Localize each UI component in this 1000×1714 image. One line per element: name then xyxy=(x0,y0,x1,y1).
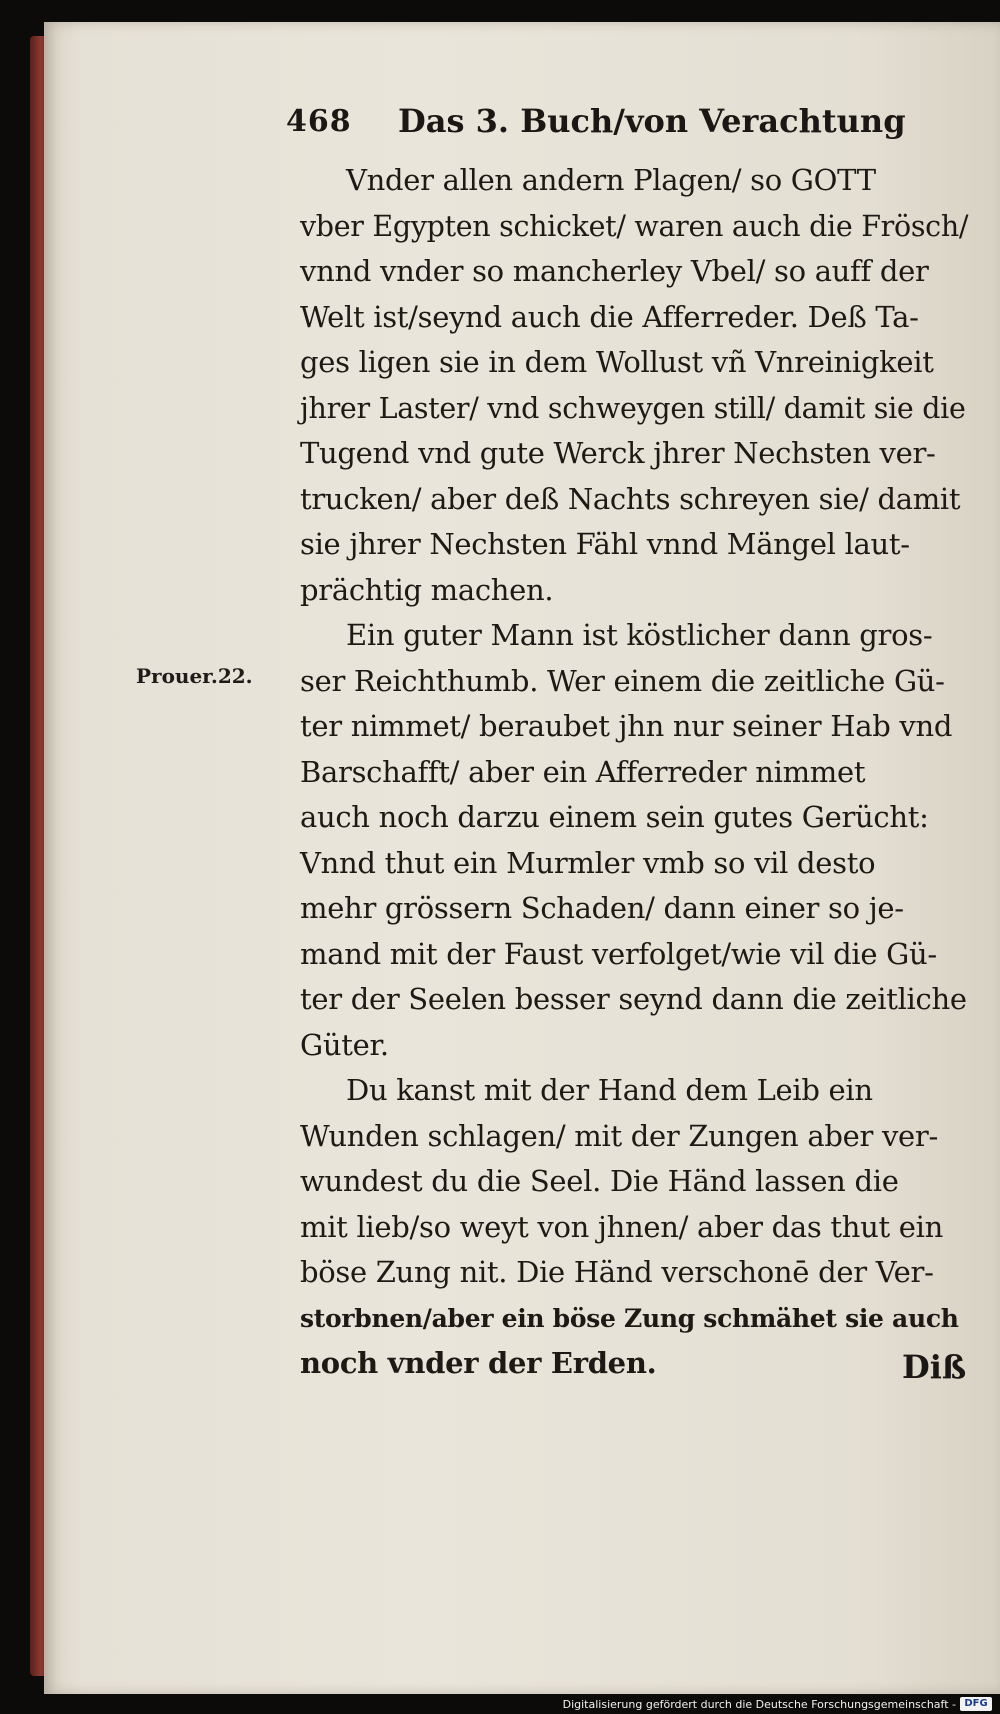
text-line: noch vnder der Erden. xyxy=(300,1346,657,1380)
dfg-logo-icon: DFG xyxy=(960,1697,992,1711)
catchword: Diß xyxy=(902,1348,967,1386)
text-line: Ein guter Mann ist köstlicher dann gros- xyxy=(346,618,933,652)
text-line: Güter. xyxy=(300,1027,389,1062)
text-line: mehr grössern Schaden/ dann einer so je- xyxy=(300,891,904,925)
text-line: Barschafft/ aber ein Afferreder nimmet xyxy=(300,754,866,789)
text-line: mit lieb/so weyt von jhnen/ aber das thut ein xyxy=(300,1209,943,1244)
text-line: storbnen/aber ein böse Zung schmähet sie auch xyxy=(300,1303,959,1333)
text-line: Vnder allen andern Plagen/ so GOTT xyxy=(346,163,876,197)
running-head: Das 3. Buch/von Verachtung xyxy=(398,102,906,140)
text-line: jhrer Laster/ vnd schweygen still/ damit sie die xyxy=(300,391,966,425)
text-line: vber Egypten schicket/ waren auch die Frösch/ xyxy=(300,209,969,243)
text-line: sie jhrer Nechsten Fähl vnnd Mängel laut- xyxy=(300,527,910,561)
text-line: ter nimmet/ beraubet jhn nur seiner Hab vnd xyxy=(300,709,953,743)
text-line: Tugend vnd gute Werck jhrer Nechsten ver- xyxy=(300,436,936,470)
text-line: ter der Seelen besser seynd dann die zeitliche xyxy=(300,982,967,1016)
text-line: ges ligen sie in dem Wollust vñ Vnreinigkeit xyxy=(300,345,934,379)
text-line: prächtig machen. xyxy=(300,572,554,607)
footer-credit: Digitalisierung gefördert durch die Deutsche Forschungsgemeinschaft - xyxy=(562,1698,956,1711)
text-line: mand mit der Faust verfolget/wie vil die Gü- xyxy=(300,936,937,971)
text-line: vnnd vnder so mancherley Vbel/ so auff der xyxy=(300,254,929,288)
text-line: wundest du die Seel. Die Händ lassen die xyxy=(300,1164,899,1198)
text-line: Welt ist/seynd auch die Afferreder. Deß Ta- xyxy=(300,299,919,334)
text-line: Wunden schlagen/ mit der Zungen aber ver- xyxy=(300,1118,938,1153)
page-number: 468 xyxy=(286,104,352,139)
text-line: Vnnd thut ein Murmler vmb so vil desto xyxy=(300,845,876,880)
text-line: trucken/ aber deß Nachts schreyen sie/ damit xyxy=(300,481,961,516)
margin-note: Prouer.22. xyxy=(136,664,253,688)
text-line: böse Zung nit. Die Händ verschonē der Ver- xyxy=(300,1255,934,1289)
text-line: auch noch darzu einem sein gutes Gerücht: xyxy=(300,800,929,834)
body-text xyxy=(300,158,970,1387)
text-line: Du kanst mit der Hand dem Leib ein xyxy=(346,1073,873,1107)
text-line: ser Reichthumb. Wer einem die zeitliche Gü- xyxy=(300,663,945,698)
